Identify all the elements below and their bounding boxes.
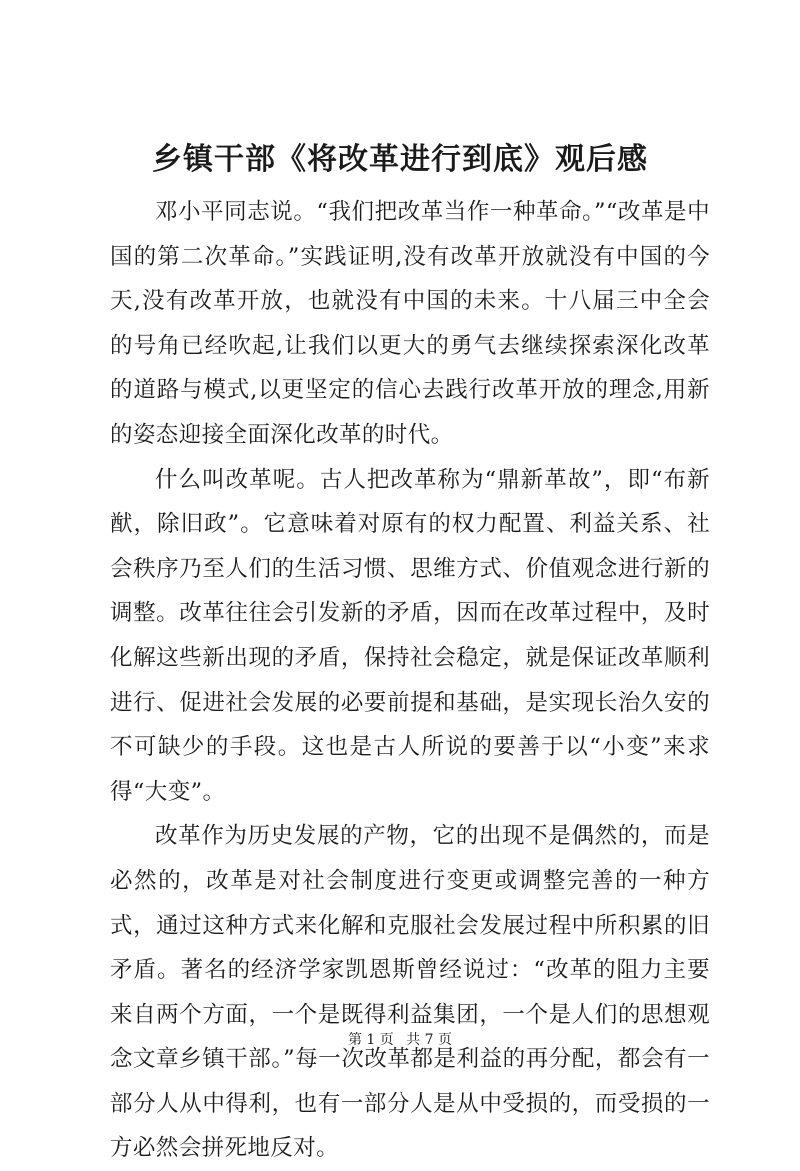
paragraph-1: 邓小平同志说。“我们把改革当作一种革命。”“改革是中国的第二次革命。”实践证明,没有改革开放就没有中国的今天,没有改革开放，也就没有中国的未来。十八届三中全会的号角已经吹起,让我们以更大的勇气去继续探索深化改革的道路与模式,以更坚定的信心去践行改革开放的理念,用新的姿态迎接全面深化改革的时代。 (110, 199, 710, 448)
page-total: 共 7 页 (406, 1032, 453, 1048)
document-title: 乡镇干部《将改革进行到底》观后感 (152, 142, 648, 177)
document-body (110, 190, 710, 1171)
page-footer (0, 1030, 800, 1050)
paragraph-3: 改革作为历史发展的产物，它的出现不是偶然的，而是必然的，改革是对社会制度进行变更或调整完善的一种方式，通过这种方式来化解和克服社会发展过程中所积累的旧矛盾。著名的经济学家凯恩斯曾经说过：“改革的阻力主要来自两个方面，一个是既得利益集团，一个是人们的思想观念文章乡镇干部。”每一次改革都是利益的再分配，都会有一部分人从中得利，也有一部分人是从中受损的，而受损的一方必然会拼死地反对。 (110, 823, 710, 1162)
page-number: 第 1 页 (347, 1032, 394, 1048)
paragraph-2: 什么叫改革呢。古人把改革称为“鼎新革故”，即“布新猷，除旧政”。它意味着对原有的权力配置、利益关系、社会秩序乃至人们的生活习惯、思维方式、价值观念进行新的调整。改革往往会引发新的矛盾，因而在改革过程中，及时化解这些新出现的矛盾，保持社会稳定，就是保证改革顺利进行、促进社会发展的必要前提和基础，是实现长治久安的不可缺少的手段。这也是古人所说的要善于以“小变”来求得“大变”。 (110, 466, 711, 805)
